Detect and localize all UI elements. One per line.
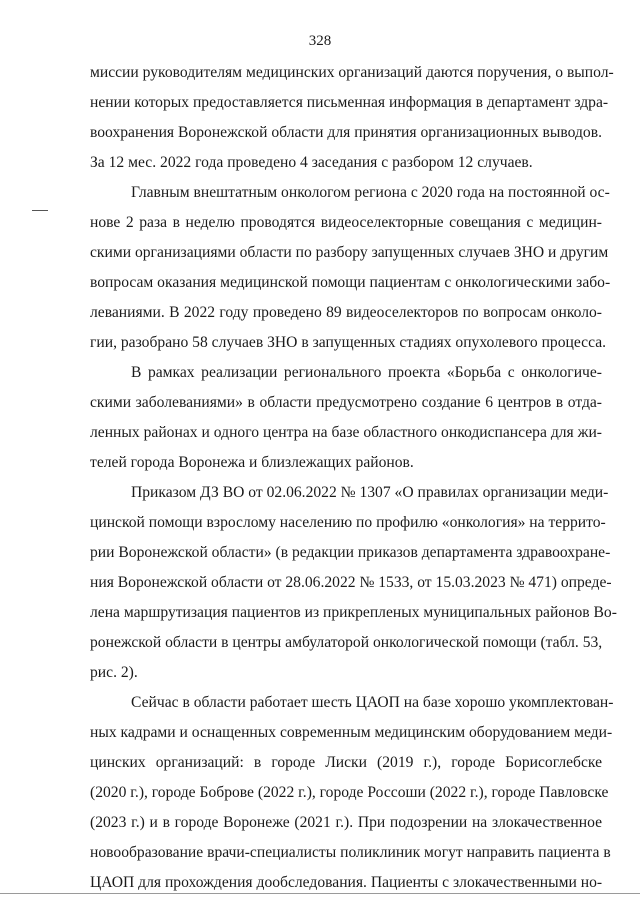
text-line: ленных районах и одного центра на базе областного онкодиспансера для жи- [90,424,602,441]
text-line: рии Воронежской области» (в редакции приказов департамента здравоохране- [90,544,611,561]
text-line: Главным внештатным онкологом региона с 2020 года на постоянной ос- [131,184,610,201]
text-line: нении которых предоставляется письменная информация в департамент здра- [90,94,609,111]
text-line: В рамках реализации регионального проекта «Борьба с онкологиче- [131,364,602,381]
text-line: Приказом ДЗ ВО от 02.06.2022 № 1307 «О правилах организации меди- [131,484,609,501]
text-line: новообразование врачи-специалисты поликлиник могут направить пациента в [90,844,611,861]
text-line: (2020 г.), городе Боброве (2022 г.), городе Россоши (2022 г.), городе Павловске [90,784,609,801]
text-line: (2023 г.) и в городе Воронеже (2021 г.). При подозрении на злокачественное [90,814,602,831]
text-line: ных кадрами и оснащенных современным медицинским оборудованием меди- [90,724,613,741]
text-line: рис. 2). [90,664,138,681]
text-line: гии, разобрано 58 случаев ЗНО в запущенных стадиях опухолевого процесса. [90,334,607,351]
text-line: миссии руководителям медицинских организаций даются поручения, о выпол- [90,64,614,81]
text-line: ЦАОП для прохождения дообследования. Пациенты с злокачественными но- [90,874,603,891]
text-line: воохранения Воронежской области для принятия организационных выводов. [90,124,602,141]
text-line: телей города Воронежа и близлежащих районов. [90,454,414,471]
margin-mark [32,210,48,211]
text-line: скими заболеваниями» в области предусмотрено создание 6 центров в отда- [90,394,602,411]
scan-bottom-edge [0,893,640,894]
text-line: ронежской области в центры амбулаторой онкологической помощи (табл. 53, [90,634,603,651]
text-line: лена маршрутизация пациентов из прикрепленых муниципальных районов Во- [90,604,617,621]
text-line: нове 2 раза в неделю проводятся видеоселекторные совещания с медицин- [90,214,602,231]
text-line: цинских организаций: в городе Лиски (2019 г.), городе Борисоглебске [90,754,602,771]
page-number: 328 [308,33,332,49]
text-line: Сейчас в области работает шесть ЦАОП на базе хорошо укомплектован- [131,694,614,711]
text-line: За 12 мес. 2022 года проведено 4 заседания с разбором 12 случаев. [90,154,533,171]
text-line: ния Воронежской области от 28.06.2022 № 1533, от 15.03.2023 № 471) опреде- [90,574,612,591]
text-line: вопросам оказания медицинской помощи пациентам с онкологическими забо- [90,274,611,291]
text-line: леваниями. В 2022 году проведено 89 видеоселекторов по вопросам онколо- [90,304,602,321]
text-line: скими организациями области по разбору запущенных случаев ЗНО и другим [90,244,609,261]
text-line: цинской помощи взрослому населению по профилю «онкология» на террито- [90,514,606,531]
